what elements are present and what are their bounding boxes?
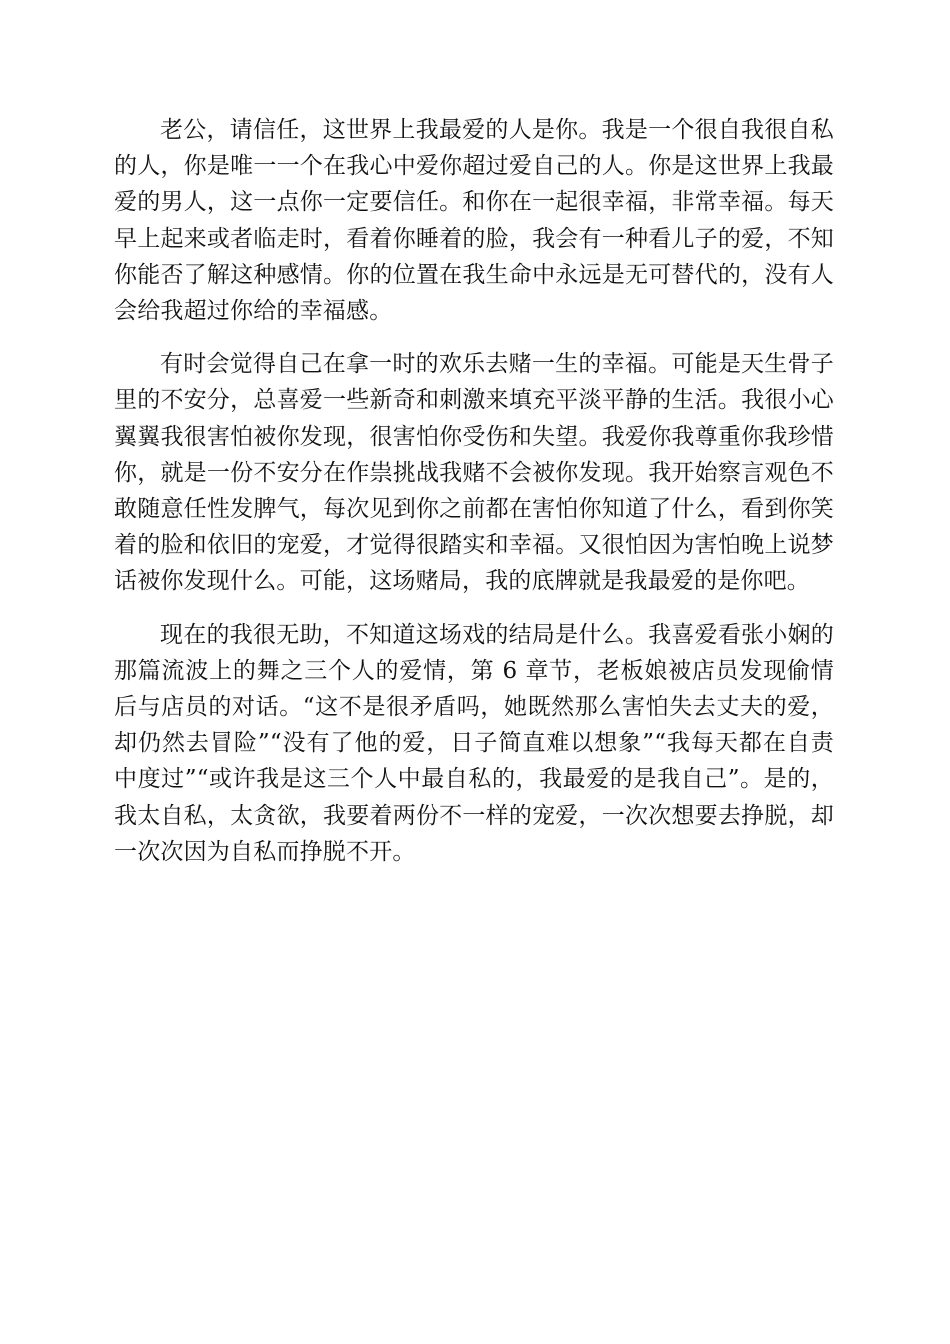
paragraph-1: 老公，请信任，这世界上我最爱的人是你。我是一个很自我很自私的人，你是唯一一个在我心中爱你超过爱自己的人。你是这世界上我最爱的男人，这一点你一定要信任。和你在一起很幸福，非常幸福。每天早上起来或者临走时，看着你睡着的脸，我会有一种看儿子的爱，不知你能否了解这种感情。你的位置在我生命中永远是无可替代的，没有人会给我超过你给的幸福感。 bbox=[114, 117, 834, 325]
paragraph-2: 有时会觉得自己在拿一时的欢乐去赌一生的幸福。可能是天生骨子里的不安分，总喜爱一些新奇和刺激来填充平淡平静的生活。我很小心翼翼我很害怕被你发现，很害怕你受伤和失望。我爱你我尊重你我珍惜你，就是一份不安分在作祟挑战我赌不会被你发现。我开始察言观色不敢随意任性发脾气，每次见到你之前都在害怕你知道了什么，看到你笑着的脸和依旧的宠爱，才觉得很踏实和幸福。又很怕因为害怕晚上说梦话被你发现什么。可能，这场赌局，我的底牌就是我最爱的是你吧。 bbox=[114, 351, 834, 595]
paragraph-3: 现在的我很无助，不知道这场戏的结局是什么。我喜爱看张小娴的那篇流波上的舞之三个人的爱情，第 6 章节，老板娘被店员发现偷情后与店员的对话。“这不是很矛盾吗，她既然那么害怕失去丈夫的爱，却仍然去冒险”“没有了他的爱，日子简直难以想象”“我每天都在自责中度过”“或许我是这三个人中最自私的，我最爱的是我自己”。是的，我太自私，太贪欲，我要着两份不一样的宠爱，一次次想要去挣脱，却一次次因为自私而挣脱不开。 bbox=[114, 621, 834, 865]
document-body bbox=[114, 112, 834, 887]
